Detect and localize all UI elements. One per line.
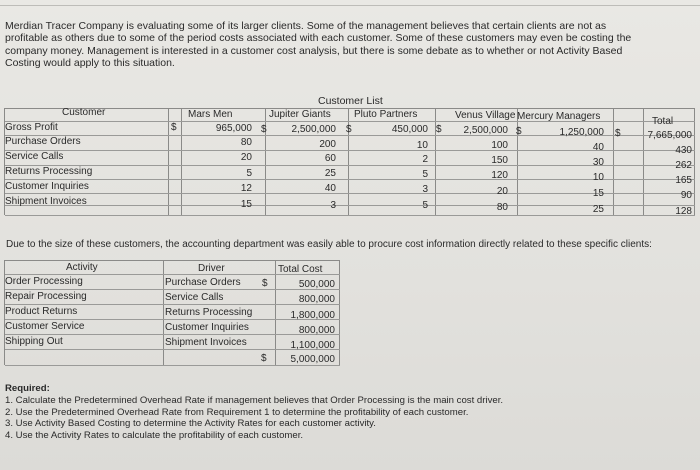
row-label-returns-processing: Returns Processing	[5, 166, 93, 177]
cost-customer-service: 800,000	[298, 325, 335, 336]
customer-inquiries-jupiter: 40	[324, 183, 336, 194]
header-mercury-managers: Mercury Managers	[517, 111, 601, 122]
driver-purchase-orders: Purchase Orders	[165, 277, 241, 288]
service-calls-jupiter: 60	[324, 153, 336, 164]
driver-customer-inquiries: Customer Inquiries	[165, 322, 249, 333]
service-calls-pluto: 2	[422, 154, 428, 165]
activity-product-returns: Product Returns	[5, 306, 78, 317]
header-pluto-partners: Pluto Partners	[354, 109, 418, 120]
returns-processing-venus: 120	[491, 170, 508, 181]
intro-paragraph	[5, 20, 632, 69]
required-heading: Required:	[5, 383, 50, 394]
intro-line: profitable as others due to some of the period costs associated with each customer. Some of these customers may even be costing the	[5, 32, 632, 45]
purchase-orders-jupiter: 200	[319, 139, 336, 150]
intro-line: company money. Management is interested in a customer cost analysis, but there is some debate as to whether or not Activity Based	[5, 44, 623, 57]
gross-profit-mercury: 1,250,000	[559, 127, 604, 138]
gross-profit-pluto: 450,000	[391, 124, 428, 135]
requirement-item: 1. Calculate the Predetermined Overhead Rate if management believes that Order Processing is the main cost driver.	[5, 394, 504, 406]
dollar-sign: $	[615, 128, 621, 139]
purchase-orders-venus: 100	[491, 140, 508, 151]
customer-inquiries-mars: 12	[240, 183, 252, 194]
driver-service-calls: Service Calls	[165, 292, 224, 303]
activity-repair-processing: Repair Processing	[5, 291, 87, 302]
gross-profit-jupiter: 2,500,000	[291, 124, 336, 135]
row-label-service-calls: Service Calls	[5, 151, 64, 162]
dollar-sign: $	[436, 124, 442, 135]
driver-shipment-invoices: Shipment Invoices	[165, 337, 247, 348]
requirement-item: 3. Use Activity Based Costing to determine the Activity Rates for each customer activity.	[5, 418, 376, 430]
requirement-item: 2. Use the Predetermined Overhead Rate from Requirement 1 to determine the profitability of each customer.	[5, 406, 469, 418]
header-customer: Customer	[62, 107, 106, 118]
row-label-customer-inquiries: Customer Inquiries	[5, 181, 89, 192]
purchase-orders-mars: 80	[240, 137, 252, 148]
top-divider	[0, 5, 700, 6]
shipment-invoices-mercury: 25	[592, 204, 604, 215]
total-cost-value: 5,000,000	[290, 354, 335, 365]
intro-line: Merdian Tracer Company is evaluating some of its larger clients. Some of the management believes that certain clients are not as	[5, 20, 607, 32]
shipment-invoices-pluto: 5	[422, 200, 428, 211]
returns-processing-total: 165	[675, 175, 692, 186]
cost-information-note: Due to the size of these customers, the accounting department was easily able to procure cost information directly related to these specific clients:	[6, 239, 652, 250]
cost-product-returns: 1,800,000	[290, 310, 335, 321]
header-venus-village: Venus Village	[455, 110, 516, 121]
gross-profit-mars: 965,000	[215, 123, 252, 134]
activity-customer-service: Customer Service	[5, 321, 85, 332]
customer-inquiries-total: 90	[680, 190, 692, 201]
customer-list-title: Customer List	[318, 95, 383, 107]
shipment-invoices-venus: 80	[496, 202, 508, 213]
purchase-orders-pluto: 10	[416, 140, 428, 151]
returns-processing-mars: 5	[246, 168, 252, 179]
shipment-invoices-mars: 15	[240, 199, 252, 210]
requirement-item: 4. Use the Activity Rates to calculate the profitability of each customer.	[5, 430, 304, 442]
activity-shipping-out: Shipping Out	[5, 336, 63, 347]
activity-order-processing: Order Processing	[5, 276, 83, 287]
row-label-shipment-invoices: Shipment Invoices	[5, 196, 87, 207]
purchase-orders-mercury: 40	[592, 142, 604, 153]
dollar-sign: $	[261, 353, 267, 364]
dollar-sign: $	[516, 126, 522, 137]
header-jupiter-giants: Jupiter Giants	[269, 109, 331, 120]
purchase-orders-total: 430	[675, 145, 692, 156]
intro-line: Costing would apply to this situation.	[5, 56, 175, 69]
cost-repair-processing: 800,000	[298, 294, 335, 305]
gross-profit-total: 7,665,000	[647, 130, 692, 141]
header-total: Total	[652, 116, 674, 127]
gross-profit-venus: 2,500,000	[463, 125, 508, 136]
customer-inquiries-venus: 20	[496, 186, 508, 197]
dollar-sign: $	[346, 124, 352, 135]
driver-returns-processing: Returns Processing	[165, 307, 253, 318]
shipment-invoices-jupiter: 3	[330, 200, 336, 211]
row-label-gross-profit: Gross Profit	[5, 122, 58, 133]
header-total-cost: Total Cost	[278, 264, 323, 275]
header-activity: Activity	[66, 262, 98, 273]
service-calls-mars: 20	[240, 152, 252, 163]
returns-processing-pluto: 5	[422, 169, 428, 180]
row-label-purchase-orders: Purchase Orders	[5, 136, 81, 147]
dollar-sign: $	[171, 122, 177, 133]
returns-processing-jupiter: 25	[324, 168, 336, 179]
service-calls-mercury: 30	[592, 157, 604, 168]
shipment-invoices-total: 128	[675, 206, 692, 217]
customer-inquiries-pluto: 3	[422, 184, 428, 195]
customer-inquiries-mercury: 15	[592, 188, 604, 199]
header-mars-men: Mars Men	[188, 109, 233, 120]
service-calls-venus: 150	[491, 155, 508, 166]
cost-order-processing: 500,000	[298, 279, 335, 290]
dollar-sign: $	[261, 124, 267, 135]
cost-shipping-out: 1,100,000	[290, 340, 335, 351]
service-calls-total: 262	[675, 160, 692, 171]
dollar-sign: $	[262, 278, 268, 289]
returns-processing-mercury: 10	[592, 172, 604, 183]
header-driver: Driver	[198, 263, 225, 274]
required-section	[5, 383, 503, 442]
